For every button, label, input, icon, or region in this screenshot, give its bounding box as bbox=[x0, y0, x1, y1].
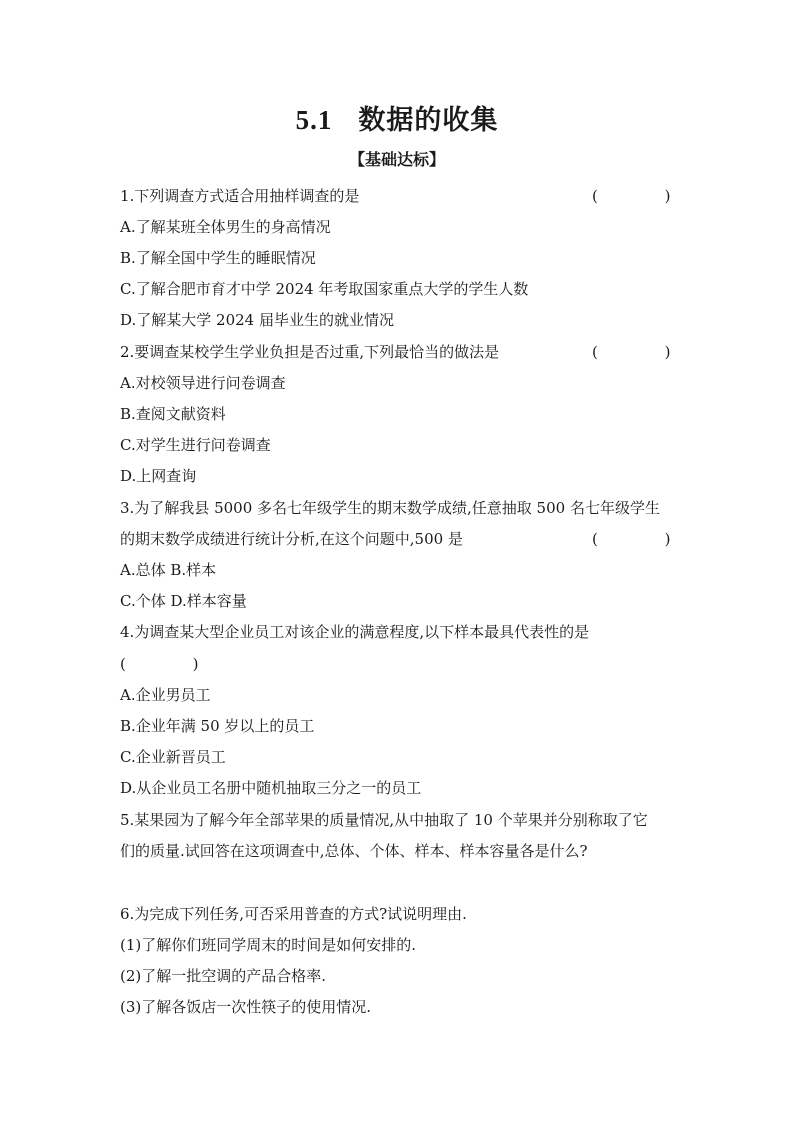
question-1-stem: 1.下列调查方式适合用抽样调查的是 bbox=[120, 187, 360, 205]
question-2-option-b: B.查阅文献资料 bbox=[120, 405, 226, 423]
question-4-option-d: D.从企业员工名册中随机抽取三分之一的员工 bbox=[120, 779, 422, 797]
question-2-stem: 2.要调查某校学生学业负担是否过重,下列最恰当的做法是 bbox=[120, 343, 500, 361]
question-3-stem-line-2: 的期末数学成绩进行统计分析,在这个问题中,500 是 bbox=[120, 530, 463, 548]
question-6-item-3: (3)了解各饭店一次性筷子的使用情况. bbox=[120, 998, 372, 1016]
question-2-answer-blank: ( ) bbox=[592, 343, 671, 361]
section-heading: 【基础达标】 bbox=[348, 150, 445, 169]
page-title bbox=[0, 98, 794, 137]
question-5-line-1: 5.某果园为了解今年全部苹果的质量情况,从中抽取了 10 个苹果并分别称取了它 bbox=[120, 811, 648, 829]
section-title: 数据的收集 bbox=[358, 105, 499, 136]
question-4-option-c: C.企业新晋员工 bbox=[120, 748, 226, 766]
question-6-item-1: (1)了解你们班同学周末的时间是如何安排的. bbox=[120, 936, 417, 954]
question-1-option-c: C.了解合肥市育才中学 2024 年考取国家重点大学的学生人数 bbox=[120, 280, 529, 298]
question-3-stem-line-1: 3.为了解我县 5000 多名七年级学生的期末数学成绩,任意抽取 500 名七年级学生 bbox=[120, 499, 660, 517]
question-6-item-2: (2)了解一批空调的产品合格率. bbox=[120, 967, 327, 985]
question-4-option-a: A.企业男员工 bbox=[120, 686, 211, 704]
question-1-option-d: D.了解某大学 2024 届毕业生的就业情况 bbox=[120, 311, 394, 329]
question-3-options-ab: A.总体 B.样本 bbox=[120, 561, 217, 579]
question-5-line-2: 们的质量.试回答在这项调查中,总体、个体、样本、样本容量各是什么? bbox=[120, 842, 588, 860]
question-6-stem: 6.为完成下列任务,可否采用普查的方式?试说明理由. bbox=[120, 905, 467, 923]
question-3-answer-blank: ( ) bbox=[592, 530, 671, 548]
question-1-option-b: B.了解全国中学生的睡眠情况 bbox=[120, 249, 316, 267]
question-2-option-c: C.对学生进行问卷调查 bbox=[120, 436, 271, 454]
question-4-stem: 4.为调查某大型企业员工对该企业的满意程度,以下样本最具代表性的是 bbox=[120, 623, 590, 641]
question-4-option-b: B.企业年满 50 岁以上的员工 bbox=[120, 717, 315, 735]
question-1-option-a: A.了解某班全体男生的身高情况 bbox=[120, 218, 331, 236]
question-3-options-cd: C.个体 D.样本容量 bbox=[120, 592, 247, 610]
question-2-option-d: D.上网查询 bbox=[120, 467, 197, 485]
question-1-answer-blank: ( ) bbox=[592, 187, 671, 205]
section-number: 5.1 bbox=[295, 105, 333, 135]
question-4-answer-blank: ( ) bbox=[120, 655, 199, 673]
question-2-option-a: A.对校领导进行问卷调查 bbox=[120, 374, 286, 392]
